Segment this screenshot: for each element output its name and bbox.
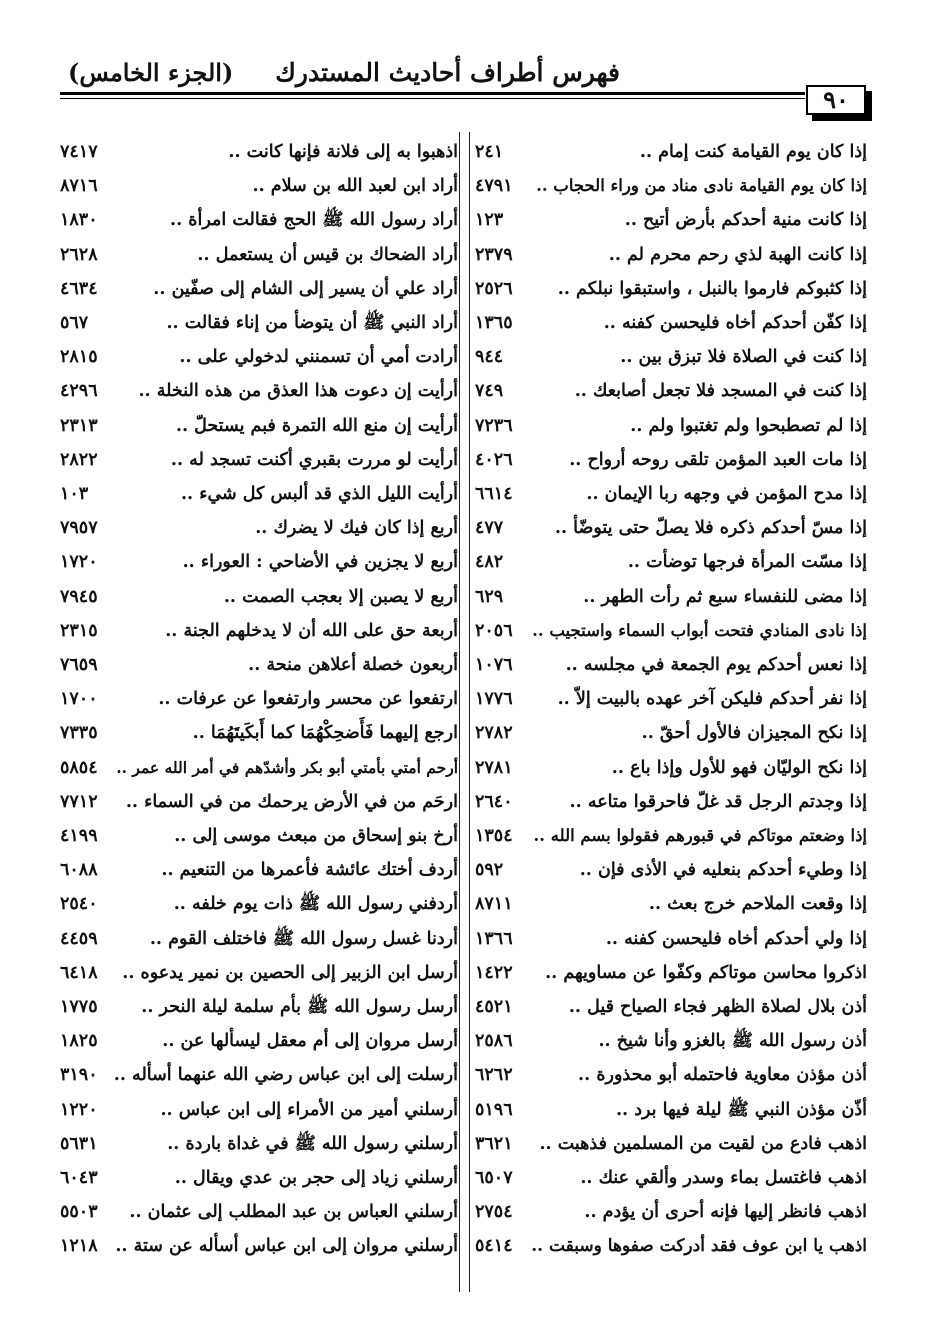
page-number: ٩٠ bbox=[806, 85, 866, 115]
hadith-number: ٩٤٤ bbox=[475, 347, 504, 368]
hadith-incipit: ارتفعوا عن محسر وارتفعوا عن عرفات .. bbox=[158, 689, 458, 710]
hadith-incipit: أرسلني مروان إلى ابن عباس أسأله عن ستة .. bbox=[115, 1236, 458, 1257]
hadith-number: ٤٠٢٦ bbox=[475, 449, 513, 470]
hadith-number: ١٢١٨ bbox=[60, 1236, 98, 1257]
hadith-incipit: إذا نعس أحدكم يوم الجمعة في مجلسه .. bbox=[565, 655, 867, 675]
index-entry bbox=[475, 340, 867, 374]
hadith-number: ٢٣١٣ bbox=[60, 415, 98, 436]
hadith-number: ٧٩٥٧ bbox=[60, 518, 98, 539]
index-entry bbox=[475, 1161, 867, 1195]
index-entry bbox=[60, 1127, 458, 1161]
index-entry bbox=[60, 545, 458, 579]
index-entry bbox=[475, 1195, 867, 1229]
index-entry bbox=[60, 1195, 458, 1229]
hadith-number: ٤٥٢١ bbox=[475, 997, 513, 1017]
index-entry bbox=[60, 956, 458, 990]
index-entry bbox=[60, 682, 458, 716]
hadith-number: ٣١٩٠ bbox=[60, 1065, 98, 1086]
index-entry bbox=[475, 443, 867, 477]
hadith-incipit: إذا ولي أحدكم أخاه فليحسن كفنه .. bbox=[605, 928, 867, 949]
index-entry bbox=[475, 1093, 867, 1127]
hadith-number: ١٢٢٠ bbox=[60, 1099, 98, 1120]
index-entry bbox=[60, 751, 458, 785]
hadith-number: ١٢٣ bbox=[475, 210, 504, 231]
index-entry bbox=[475, 169, 867, 203]
index-entry bbox=[475, 853, 867, 887]
hadith-number: ٢٠٥٦ bbox=[475, 620, 513, 641]
index-entry bbox=[475, 751, 867, 785]
index-entry bbox=[475, 1229, 867, 1263]
hadith-incipit: أراد علي أن يسير إلى الشام إلى صفّين .. bbox=[153, 278, 458, 299]
hadith-number: ٢٨٢٢ bbox=[60, 449, 98, 470]
hadith-incipit: إذا كفّن أحدكم أخاه فليحسن كفنه .. bbox=[603, 313, 867, 333]
volume-label: (الجزء الخامس) bbox=[68, 58, 234, 87]
hadith-number: ١٣٦٦ bbox=[475, 928, 513, 949]
index-entry bbox=[475, 511, 867, 545]
hadith-incipit: اذهب فاغتسل بماء وسدر وألقي عنك .. bbox=[580, 1168, 867, 1188]
hadith-incipit: أرسلني أمير من الأمراء إلى ابن عباس .. bbox=[160, 1099, 458, 1120]
index-entry bbox=[475, 682, 867, 716]
hadith-number: ١٠٣ bbox=[60, 484, 89, 504]
hadith-number: ٦٢٩ bbox=[475, 586, 504, 607]
hadith-number: ٧٧١٢ bbox=[60, 791, 98, 812]
hadith-number: ١٨٢٥ bbox=[60, 1031, 98, 1052]
index-entry bbox=[60, 374, 458, 408]
hadith-incipit: أراد رسول الله ﷺ الحج فقالت امرأة .. bbox=[170, 210, 458, 231]
hadith-number: ٢٣١٥ bbox=[60, 620, 98, 641]
hadith-number: ٦٠٤٣ bbox=[60, 1168, 98, 1188]
hadith-number: ٢٣٧٩ bbox=[475, 244, 513, 265]
hadith-number: ٨٧١٦ bbox=[60, 176, 98, 197]
hadith-incipit: أراد الضحاك بن قيس أن يستعمل .. bbox=[197, 244, 458, 265]
hadith-incipit: إذا كانت منية أحدكم بأرض أتيح .. bbox=[624, 210, 867, 231]
hadith-incipit: إذا نكح المجيزان فالأول أحقّ .. bbox=[641, 723, 867, 744]
index-entry bbox=[475, 238, 867, 272]
index-entry bbox=[475, 1024, 867, 1058]
hadith-number: ١٧٠٠ bbox=[60, 689, 98, 710]
hadith-incipit: اذهب فادع من لقيت من المسلمين فذهبت .. bbox=[539, 1133, 867, 1154]
hadith-incipit: إذا مسّت المرأة فرجها توضأت .. bbox=[627, 552, 867, 573]
hadith-number: ٥٨٥٤ bbox=[60, 757, 98, 778]
hadith-incipit: أربعة حق على الله أن لا يدخلهم الجنة .. bbox=[165, 620, 458, 641]
hadith-incipit: أرسل ابن الزبير إلى الحصين بن نمير يدعوه .. bbox=[122, 962, 458, 983]
hadith-number: ٤٤٥٩ bbox=[60, 928, 98, 949]
hadith-incipit: ارجع إليهما فَأَضحِكْهُمَا كما أَبكَيتَهُمَا .. bbox=[192, 723, 458, 744]
index-entry bbox=[60, 580, 458, 614]
hadith-number: ٧٣٣٥ bbox=[60, 723, 98, 744]
hadith-number: ٢٥٢٦ bbox=[475, 278, 513, 299]
index-entry bbox=[475, 306, 867, 340]
index-entry bbox=[475, 545, 867, 579]
hadith-number: ١٧٧٥ bbox=[60, 997, 98, 1017]
hadith-incipit: أرأيت لو مررت بقبري أكنت تسجد له .. bbox=[170, 449, 458, 470]
hadith-number: ٤٧٩١ bbox=[475, 176, 513, 197]
hadith-number: ٦٢٦٢ bbox=[475, 1065, 513, 1086]
index-entry bbox=[475, 887, 867, 921]
hadith-number: ٥١٩٦ bbox=[475, 1099, 513, 1120]
hadith-number: ٢٧٥٤ bbox=[475, 1202, 513, 1223]
index-entry bbox=[60, 785, 458, 819]
index-entry bbox=[60, 1229, 458, 1263]
hadith-incipit: أربع لا يصبن إلا بعجب الصمت .. bbox=[223, 586, 458, 607]
hadith-incipit: إذا مضى للنفساء سبع ثم رأت الطهر .. bbox=[583, 586, 867, 607]
index-entry bbox=[475, 648, 867, 682]
index-entry bbox=[60, 716, 458, 750]
hadith-number: ٤١٩٩ bbox=[60, 826, 98, 846]
hadith-number: ١٣٥٤ bbox=[475, 826, 513, 846]
hadith-incipit: اذهب يا ابن عوف فقد أدركت صفوها وسبقت .. bbox=[531, 1236, 867, 1257]
index-entry bbox=[60, 340, 458, 374]
hadith-incipit: أذّن مؤذن النبي ﷺ ليلة فيها برد .. bbox=[615, 1099, 867, 1120]
index-title: فهرس أطراف أحاديث المستدرك bbox=[275, 58, 620, 87]
index-entry bbox=[475, 716, 867, 750]
page-header bbox=[60, 58, 870, 92]
hadith-incipit: أرسلني رسول الله ﷺ في غداة باردة .. bbox=[167, 1133, 458, 1154]
hadith-number: ١٤٢٢ bbox=[475, 962, 513, 983]
hadith-number: ٤٨٢ bbox=[475, 552, 504, 573]
hadith-number: ٧٢٣٦ bbox=[475, 415, 513, 436]
hadith-incipit: إذا كان يوم القيامة كنت إمام .. bbox=[639, 142, 867, 162]
hadith-incipit: إذا مات العبد المؤمن تلقى روحه أرواح .. bbox=[569, 449, 867, 470]
hadith-incipit: أراد ابن لعبد الله بن سلام .. bbox=[252, 176, 458, 197]
hadith-number: ٢٤١ bbox=[475, 142, 504, 162]
hadith-number: ٧٩٤٥ bbox=[60, 586, 98, 607]
hadith-incipit: إذا كانت الهبة لذي رحم محرم لم .. bbox=[608, 244, 867, 265]
hadith-incipit: إذا كان يوم القيامة نادى مناد من وراء الحجاب .. bbox=[536, 176, 867, 196]
column-divider bbox=[469, 132, 470, 1292]
hadith-number: ٢٥٨٦ bbox=[475, 1031, 513, 1052]
index-entry bbox=[475, 477, 867, 511]
index-entry bbox=[60, 819, 458, 853]
index-entry bbox=[60, 853, 458, 887]
hadith-incipit: أرسلني زياد إلى حجر بن عدي ويقال .. bbox=[174, 1168, 458, 1188]
hadith-number: ٥٩٢ bbox=[475, 860, 504, 881]
header-rule-thin bbox=[60, 98, 805, 99]
index-entry bbox=[60, 614, 458, 648]
index-entry bbox=[60, 169, 458, 203]
index-entry bbox=[60, 511, 458, 545]
index-entry bbox=[475, 409, 867, 443]
hadith-incipit: أذن بلال لصلاة الظهر فجاء الصياح قيل .. bbox=[568, 997, 867, 1017]
index-entry bbox=[475, 374, 867, 408]
index-entry bbox=[60, 648, 458, 682]
hadith-number: ٤٦٣٤ bbox=[60, 278, 98, 299]
hadith-number: ١٠٧٦ bbox=[475, 655, 513, 675]
index-entry bbox=[475, 922, 867, 956]
index-entry bbox=[475, 614, 867, 648]
index-entry bbox=[475, 203, 867, 237]
index-entry bbox=[475, 956, 867, 990]
index-entry bbox=[60, 1093, 458, 1127]
hadith-incipit: أردف أختك عائشة فأعمرها من التنعيم .. bbox=[161, 860, 458, 881]
index-entry bbox=[60, 203, 458, 237]
hadith-incipit: أذن رسول الله ﷺ بالغزو وأنا شيخ .. bbox=[598, 1031, 867, 1052]
index-entry bbox=[60, 477, 458, 511]
hadith-number: ١٧٧٦ bbox=[475, 689, 513, 710]
index-entry bbox=[60, 1024, 458, 1058]
index-entry bbox=[60, 238, 458, 272]
index-entry bbox=[475, 785, 867, 819]
hadith-number: ٦٤١٨ bbox=[60, 962, 98, 983]
hadith-incipit: أرسلت إلى ابن عباس رضي الله عنهما أسأله .. bbox=[113, 1065, 458, 1086]
hadith-incipit: أرحم أمتي بأمتي أبو بكر وأشدّهم في أمر الله عمر .. bbox=[116, 757, 458, 777]
index-entry bbox=[60, 306, 458, 340]
header-rule-thick bbox=[60, 92, 805, 95]
hadith-incipit: إذا كنت في المسجد فلا تجعل أصابعك .. bbox=[574, 381, 867, 402]
hadith-number: ٤٢٩٦ bbox=[60, 381, 98, 402]
hadith-incipit: أرسل مروان إلى أم معقل ليسألها عن .. bbox=[162, 1031, 458, 1052]
hadith-incipit: إذا مدح المؤمن في وجهه ربا الإيمان .. bbox=[586, 484, 867, 504]
hadith-incipit: أرأيت الليل الذي قد ألبس كل شيء .. bbox=[180, 484, 458, 504]
hadith-incipit: أذن مؤذن معاوية فاحتمله أبو محذورة .. bbox=[578, 1065, 867, 1086]
hadith-number: ٦٦١٤ bbox=[475, 484, 513, 504]
index-entry bbox=[475, 135, 867, 169]
hadith-incipit: أرخ بنو إسحاق من مبعث موسى إلى .. bbox=[174, 826, 458, 846]
hadith-number: ١٨٣٠ bbox=[60, 210, 98, 231]
hadith-number: ٦٥٠٧ bbox=[475, 1168, 513, 1188]
index-entry bbox=[60, 272, 458, 306]
hadith-incipit: إذا نادى المنادي فتحت أبواب السماء واستجيب .. bbox=[532, 620, 867, 640]
hadith-incipit: إذا وجدتم الرجل قد غلّ فاحرقوا متاعه .. bbox=[569, 791, 867, 812]
hadith-number: ٣٦٢١ bbox=[475, 1133, 513, 1154]
index-entry bbox=[60, 922, 458, 956]
hadith-incipit: أراد النبي ﷺ أن يتوضأ من إناء فقالت .. bbox=[166, 313, 458, 333]
hadith-incipit: إذا كثبوكم فارموا بالنبل ، واستبقوا نبلكم .. bbox=[557, 278, 867, 299]
hadith-incipit: أربع إذا كان فيك لا يضرك .. bbox=[255, 518, 458, 539]
hadith-incipit: إذا نكح الوليّان فهو للأول وإذا باع .. bbox=[611, 757, 867, 778]
hadith-incipit: أرسل رسول الله ﷺ بأم سلمة ليلة النحر .. bbox=[141, 997, 458, 1017]
index-entry bbox=[475, 1058, 867, 1092]
hadith-incipit: أربع لا يجزين في الأضاحي : العوراء .. bbox=[182, 552, 458, 573]
hadith-number: ٢٥٤٠ bbox=[60, 894, 98, 915]
column-divider bbox=[459, 132, 460, 1292]
hadith-number: ١٣٦٥ bbox=[475, 313, 513, 333]
hadith-number: ٥٦٧ bbox=[60, 313, 89, 333]
index-entry bbox=[60, 990, 458, 1024]
index-entry bbox=[60, 1058, 458, 1092]
index-entry bbox=[60, 409, 458, 443]
index-entry bbox=[60, 887, 458, 921]
hadith-number: ٦٠٨٨ bbox=[60, 860, 98, 881]
index-entry bbox=[475, 1127, 867, 1161]
hadith-number: ٢٧٨٢ bbox=[475, 723, 513, 744]
hadith-number: ٧٦٥٩ bbox=[60, 655, 98, 675]
hadith-incipit: إذا وطيء أحدكم بنعليه في الأذى فإن .. bbox=[579, 860, 867, 881]
hadith-number: ٤٧٧ bbox=[475, 518, 504, 539]
index-entry bbox=[475, 580, 867, 614]
index-entry bbox=[60, 443, 458, 477]
hadith-number: ٧٤٩ bbox=[475, 381, 504, 402]
hadith-number: ٢٦٢٨ bbox=[60, 244, 98, 265]
hadith-incipit: أرأيت إن منع الله التمرة فبم يستحلّ .. bbox=[175, 415, 458, 436]
hadith-number: ٥٦٣١ bbox=[60, 1133, 98, 1154]
hadith-incipit: أرأيت إن دعوت هذا العذق من هذه النخلة .. bbox=[138, 381, 458, 402]
hadith-number: ٧٤١٧ bbox=[60, 142, 98, 162]
index-entry bbox=[475, 272, 867, 306]
index-entry bbox=[60, 1161, 458, 1195]
hadith-number: ٢٨١٥ bbox=[60, 347, 98, 368]
hadith-incipit: إذا كنت في الصلاة فلا تبزق بين .. bbox=[620, 347, 867, 368]
hadith-number: ٢٧٨١ bbox=[475, 757, 513, 778]
index-entry bbox=[60, 135, 458, 169]
hadith-incipit: إذا وضعتم موتاكم في قبورهم فقولوا بسم الله .. bbox=[533, 826, 867, 845]
hadith-incipit: إذا نفر أحدكم فليكن آخر عهده بالبيت إلاّ .. bbox=[557, 689, 867, 710]
index-entry bbox=[475, 990, 867, 1024]
hadith-number: ٥٥٠٣ bbox=[60, 1202, 98, 1223]
hadith-number: ٢٦٤٠ bbox=[475, 791, 513, 812]
hadith-incipit: اذهب فانظر إليها فإنه أحرى أن يؤدم .. bbox=[584, 1202, 867, 1223]
hadith-number: ١٧٢٠ bbox=[60, 552, 98, 573]
hadith-incipit: أردنا غسل رسول الله ﷺ فاختلف القوم .. bbox=[149, 928, 458, 949]
hadith-incipit: اذهبوا به إلى فلانة فإنها كانت .. bbox=[228, 142, 458, 162]
hadith-incipit: اذكروا محاسن موتاكم وكفّوا عن مساويهم .. bbox=[545, 962, 867, 983]
hadith-incipit: أربعون خصلة أعلاهن منحة .. bbox=[248, 655, 458, 675]
hadith-number: ٥٤١٤ bbox=[475, 1236, 513, 1257]
hadith-incipit: إذا مسّ أحدكم ذكره فلا يصلّ حتى يتوضّأ .. bbox=[554, 518, 867, 539]
hadith-number: ٨٧١١ bbox=[475, 894, 513, 915]
hadith-incipit: إذا وقعت الملاحم خرج بعث .. bbox=[648, 894, 867, 915]
hadith-incipit: أردفني رسول الله ﷺ ذات يوم خلفه .. bbox=[173, 894, 458, 915]
hadith-incipit: ارحَم من في الأرض يرحمك من في السماء .. bbox=[125, 791, 458, 812]
hadith-incipit: إذا لم تصطبحوا ولم تغتبوا ولم .. bbox=[630, 415, 867, 436]
hadith-incipit: أرسلني العباس بن عبد المطلب إلى عثمان .. bbox=[129, 1202, 458, 1223]
index-entry bbox=[475, 819, 867, 853]
hadith-incipit: أرادت أمي أن تسمنني لدخولي على .. bbox=[179, 347, 458, 368]
